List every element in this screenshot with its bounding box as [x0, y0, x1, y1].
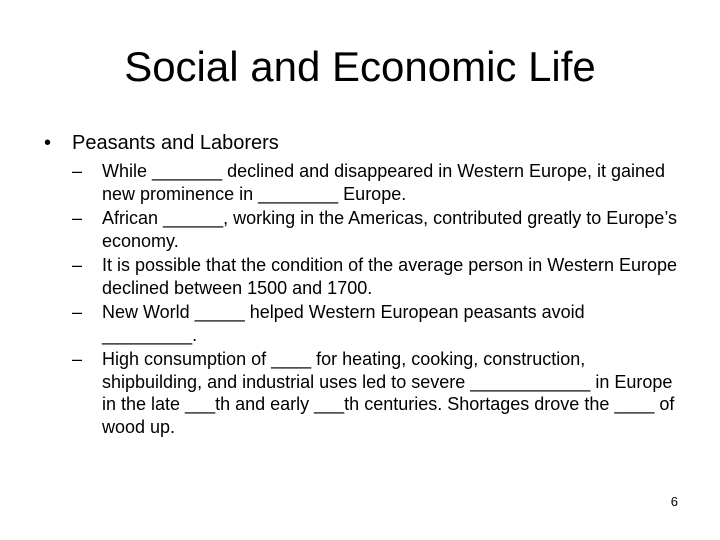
sub-bullet-text: High consumption of ____ for heating, cooking, construction, shipbuilding, and industrial uses led to severe ____________ in Europe in the late ___th and early ___th centuries. Shortages drove the ____ of wood up. [102, 349, 675, 437]
sub-bullet-item [44, 301, 684, 346]
sub-bullet-item [44, 207, 684, 252]
dash-marker: – [72, 161, 83, 181]
page-number: 6 [670, 494, 678, 509]
dash-marker: – [72, 255, 83, 275]
bullet-text: Peasants and Laborers [72, 132, 279, 154]
sub-bullet-item [44, 348, 684, 438]
slide-body [44, 130, 684, 440]
dash-marker: – [72, 349, 83, 369]
dash-marker: – [72, 208, 83, 228]
sub-bullet-text: African ______, working in the Americas, contributed greatly to Europe’s economy. [102, 208, 677, 251]
sub-bullet-text: While _______ declined and disappeared in Western Europe, it gained new prominence in ________ Europe. [102, 161, 666, 204]
dash-marker: – [72, 302, 83, 322]
sub-bullet-list [44, 160, 684, 438]
bullet-peasants-and-laborers [44, 130, 684, 156]
sub-bullet-text: New World _____ helped Western European peasants avoid _________. [102, 302, 585, 345]
bullet-marker: • [44, 132, 52, 154]
sub-bullet-item [44, 254, 684, 299]
sub-bullet-item [44, 160, 684, 205]
sub-bullet-text: It is possible that the condition of the average person in Western Europe declined between 1500 and 1700. [102, 255, 678, 298]
slide-title: Social and Economic Life [124, 43, 596, 90]
